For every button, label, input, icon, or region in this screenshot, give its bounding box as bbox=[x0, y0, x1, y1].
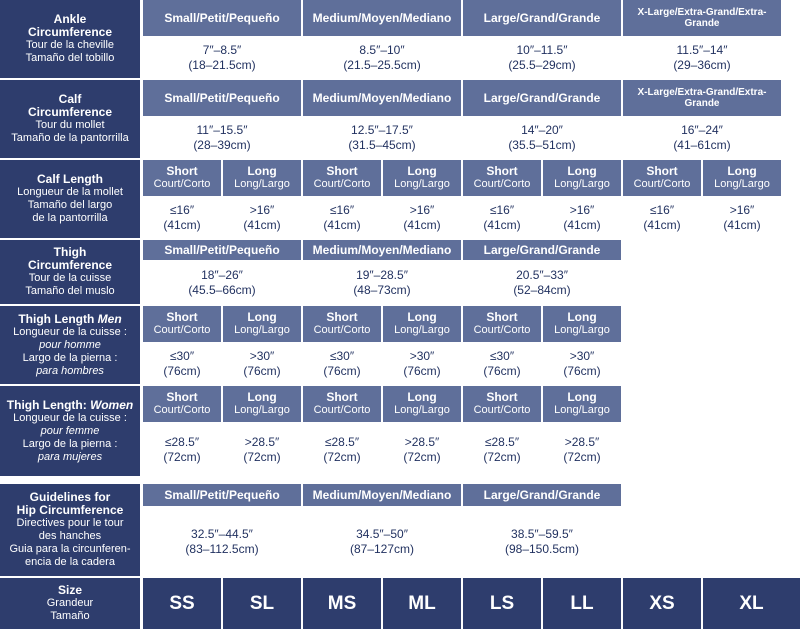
calf_len-value-6 bbox=[623, 198, 701, 238]
calf_len-value-5-text: (41cm) bbox=[563, 218, 601, 232]
thigh-length-men-label-who: Men bbox=[94, 311, 122, 326]
thigh_len_men-value-3 bbox=[383, 344, 461, 384]
calf_len-header-short-6-text: Short bbox=[646, 164, 678, 178]
calf_len-header-short-4 bbox=[463, 160, 541, 196]
thigh_len_women-value-3 bbox=[383, 424, 461, 476]
thigh_circ-value-small-text: 18″–26″ bbox=[201, 268, 243, 282]
thigh_circ-header-medium bbox=[303, 240, 461, 260]
calf_len-value-1-text: >16″ bbox=[249, 203, 275, 217]
thigh_circ-value-medium-text: (48–73cm) bbox=[353, 283, 411, 297]
thigh_len_women-header-short-0-text: Short bbox=[166, 390, 198, 404]
hip-header-medium-text: Medium/Moyen/Mediano bbox=[312, 487, 452, 502]
thigh-circumference-label-text: Circumference bbox=[27, 258, 113, 272]
size-code-0 bbox=[143, 578, 221, 629]
thigh_len_men-value-5 bbox=[543, 344, 621, 384]
thigh_len_men-header-short-4 bbox=[463, 306, 541, 342]
thigh_len_men-header-long-5-text: Long bbox=[567, 310, 597, 324]
size-label-text: Grandeur bbox=[46, 597, 94, 609]
calf_circ-value-large bbox=[463, 118, 621, 158]
ankle-value-large bbox=[463, 38, 621, 78]
thigh_len_men-value-2 bbox=[303, 344, 381, 384]
thigh_len_men-value-5-text: (76cm) bbox=[563, 364, 601, 378]
thigh_len_women-header-long-3-text: Long/Largo bbox=[394, 404, 450, 416]
size-code-2-text: MS bbox=[327, 592, 357, 614]
thigh-length-men-label-text: Longueur de la cuisse : bbox=[13, 325, 127, 338]
hip-header-small-text: Small/Petit/Pequeño bbox=[164, 487, 280, 502]
thigh_len_women-value-4 bbox=[463, 424, 541, 476]
thigh_len_men-header-long-3 bbox=[383, 306, 461, 342]
thigh_circ-value-large-text: 20.5″–33″ bbox=[516, 268, 568, 282]
size-code-7-text: XL bbox=[739, 592, 764, 614]
calf_circ-header-medium-text: Medium/Moyen/Mediano bbox=[312, 90, 452, 105]
thigh_len_men-value-1-text: >30″ bbox=[249, 349, 275, 363]
ankle-label-text: Circumference bbox=[27, 25, 113, 39]
calf-length-label-text: Tamaño del largo bbox=[27, 199, 113, 211]
thigh_len_men-header-short-0 bbox=[143, 306, 221, 342]
size-code-6-text: XS bbox=[649, 592, 675, 614]
thigh_len_women-value-4-text: ≤28.5″ bbox=[484, 435, 520, 449]
thigh_len_men-value-4-text: ≤30″ bbox=[489, 349, 515, 363]
calf_len-value-6-text: ≤16″ bbox=[649, 203, 675, 217]
calf_circ-header-xlarge-text: X-Large/Extra-Grand/Extra- bbox=[637, 87, 767, 98]
thigh-length-men-label-text: para hombres bbox=[36, 364, 104, 377]
ankle-header-small bbox=[143, 0, 301, 36]
ankle-value-medium-text: (21.5–25.5cm) bbox=[343, 58, 421, 72]
calf_len-header-long-1-text: Long/Largo bbox=[234, 178, 290, 190]
size-code-1-text: SL bbox=[249, 592, 275, 614]
ankle-header-xlarge-text: X-Large/Extra-Grand/Extra- bbox=[637, 7, 767, 18]
size-code-5-text: LL bbox=[570, 592, 594, 614]
hip-value-small-text: (83–112.5cm) bbox=[185, 542, 259, 556]
calf_len-value-2-text: ≤16″ bbox=[329, 203, 355, 217]
thigh_len_men-header-short-0-text: Short bbox=[166, 310, 198, 324]
calf_len-value-7-text: >16″ bbox=[729, 203, 755, 217]
calf_len-header-long-7 bbox=[703, 160, 781, 196]
calf_len-header-long-5-text: Long/Largo bbox=[554, 178, 610, 190]
thigh_len_women-header-short-4 bbox=[463, 386, 541, 422]
calf_len-value-1 bbox=[223, 198, 301, 238]
calf_len-header-long-3 bbox=[383, 160, 461, 196]
calf_len-header-short-2-text: Short bbox=[326, 164, 358, 178]
thigh_len_women-value-0 bbox=[143, 424, 221, 476]
calf_len-header-short-2 bbox=[303, 160, 381, 196]
thigh_circ-value-medium-text: 19″–28.5″ bbox=[356, 268, 408, 282]
calf_len-value-1-text: (41cm) bbox=[243, 218, 281, 232]
hip-header-small bbox=[143, 484, 301, 506]
calf_len-value-2-text: (41cm) bbox=[323, 218, 361, 232]
thigh-length-men-label bbox=[0, 306, 140, 384]
calf_circ-value-medium-text: 12.5″–17.5″ bbox=[351, 123, 413, 137]
calf-length-label-text: Longueur de la mollet bbox=[17, 186, 123, 198]
hip-guidelines-label-text: Guia para la circunferen- bbox=[9, 543, 131, 555]
thigh_len_women-header-short-4-text: Court/Corto bbox=[473, 404, 531, 416]
thigh_circ-header-small bbox=[143, 240, 301, 260]
size-label-text: Tamaño bbox=[50, 610, 90, 622]
calf-length-label-text: de la pantorrilla bbox=[32, 212, 108, 224]
thigh-length-women-label-text: para mujeres bbox=[37, 450, 103, 463]
ankle-header-small-text: Small/Petit/Pequeño bbox=[164, 10, 280, 25]
ankle-value-medium-text: 8.5″–10″ bbox=[359, 43, 405, 57]
hip-header-large bbox=[463, 484, 621, 506]
calf_len-header-long-7-text: Long bbox=[727, 164, 757, 178]
calf_len-header-long-5 bbox=[543, 160, 621, 196]
thigh_len_women-value-5-text: >28.5″ bbox=[564, 435, 600, 449]
ankle-header-medium bbox=[303, 0, 461, 36]
hip-guidelines-label-text: Guidelines for bbox=[29, 490, 111, 504]
ankle-value-xlarge-text: 11.5″–14″ bbox=[676, 43, 728, 57]
calf-length-label bbox=[0, 160, 140, 238]
size-code-1 bbox=[223, 578, 301, 629]
calf_len-header-short-4-text: Short bbox=[486, 164, 518, 178]
thigh_len_men-value-0 bbox=[143, 344, 221, 384]
thigh_len_men-header-long-3-text: Long bbox=[407, 310, 437, 324]
ankle-value-large-text: 10″–11.5″ bbox=[516, 43, 568, 57]
ankle-value-small bbox=[143, 38, 301, 78]
calf_len-header-short-0 bbox=[143, 160, 221, 196]
ankle-header-medium-text: Medium/Moyen/Mediano bbox=[312, 10, 452, 25]
thigh_len_men-value-2-text: ≤30″ bbox=[329, 349, 355, 363]
thigh-length-women-label-text: Largo de la pierna : bbox=[22, 437, 118, 450]
thigh-length-men-label-text: pour homme bbox=[39, 338, 101, 351]
ankle-label-text: Tamaño del tobillo bbox=[25, 52, 115, 64]
thigh-length-men-label-text: Largo de la pierna : bbox=[22, 351, 118, 364]
calf_circ-value-medium bbox=[303, 118, 461, 158]
size-code-4 bbox=[463, 578, 541, 629]
calf_circ-value-xlarge bbox=[623, 118, 781, 158]
thigh_len_men-header-long-1-text: Long/Largo bbox=[234, 324, 290, 336]
calf_len-header-short-6-text: Court/Corto bbox=[633, 178, 691, 190]
hip-guidelines-label-text: des hanches bbox=[38, 530, 102, 542]
thigh_len_men-value-4 bbox=[463, 344, 541, 384]
calf_len-header-long-3-text: Long bbox=[407, 164, 437, 178]
size-code-5 bbox=[543, 578, 621, 629]
calf_len-value-4-text: ≤16″ bbox=[489, 203, 515, 217]
calf_circ-header-xlarge-text: Grande bbox=[684, 98, 720, 109]
thigh_len_women-value-4-text: (72cm) bbox=[483, 450, 521, 464]
hip-value-small-text: 32.5″–44.5″ bbox=[191, 527, 253, 541]
thigh_len_women-header-long-3 bbox=[383, 386, 461, 422]
calf_len-value-4 bbox=[463, 198, 541, 238]
thigh_circ-header-medium-text: Medium/Moyen/Mediano bbox=[312, 242, 452, 257]
thigh_len_women-header-short-2-text: Court/Corto bbox=[313, 404, 371, 416]
calf_len-header-short-0-text: Court/Corto bbox=[153, 178, 211, 190]
thigh_len_women-header-short-2 bbox=[303, 386, 381, 422]
calf_len-value-3-text: >16″ bbox=[409, 203, 435, 217]
calf_len-value-3-text: (41cm) bbox=[403, 218, 441, 232]
calf_len-value-5 bbox=[543, 198, 621, 238]
ankle-label-text: Tour de la cheville bbox=[25, 39, 115, 51]
calf_len-value-7 bbox=[703, 198, 781, 238]
calf_len-value-7-text: (41cm) bbox=[723, 218, 761, 232]
thigh_len_women-value-3-text: >28.5″ bbox=[404, 435, 440, 449]
hip-value-medium bbox=[303, 508, 461, 576]
thigh_len_women-header-long-1 bbox=[223, 386, 301, 422]
calf_len-header-short-6 bbox=[623, 160, 701, 196]
calf-circumference-label bbox=[0, 80, 140, 158]
calf_len-value-6-text: (41cm) bbox=[643, 218, 681, 232]
ankle-value-small-text: 7″–8.5″ bbox=[202, 43, 242, 57]
thigh_circ-header-large bbox=[463, 240, 621, 260]
thigh_len_men-header-short-2-text: Court/Corto bbox=[313, 324, 371, 336]
thigh_circ-header-small-text: Small/Petit/Pequeño bbox=[164, 242, 280, 257]
hip-header-large-text: Large/Grand/Grande bbox=[483, 487, 601, 502]
ankle-header-xlarge-text: Grande bbox=[684, 18, 720, 29]
thigh_len_women-value-3-text: (72cm) bbox=[403, 450, 441, 464]
size-code-4-text: LS bbox=[489, 592, 515, 614]
calf_circ-value-large-text: 14″–20″ bbox=[521, 123, 563, 137]
calf_circ-value-medium-text: (31.5–45cm) bbox=[348, 138, 416, 152]
size-code-6 bbox=[623, 578, 701, 629]
thigh_len_women-header-long-5-text: Long bbox=[567, 390, 597, 404]
thigh_len_women-header-short-0 bbox=[143, 386, 221, 422]
calf_len-header-short-2-text: Court/Corto bbox=[313, 178, 371, 190]
calf_circ-value-small-text: 11″–15.5″ bbox=[196, 123, 248, 137]
calf-length-label-text: Calf Length bbox=[37, 172, 103, 186]
thigh-length-women-label-text: Thigh Length: bbox=[6, 397, 87, 412]
thigh_len_men-value-2-text: (76cm) bbox=[323, 364, 361, 378]
thigh_len_men-value-3-text: >30″ bbox=[409, 349, 435, 363]
size-label-text: Size bbox=[57, 583, 82, 597]
calf_circ-header-large bbox=[463, 80, 621, 116]
calf_len-header-long-1 bbox=[223, 160, 301, 196]
thigh_len_women-value-0-text: ≤28.5″ bbox=[164, 435, 200, 449]
calf_len-header-long-1-text: Long bbox=[247, 164, 277, 178]
calf-circumference-label-text: Tamaño de la pantorrilla bbox=[11, 132, 129, 144]
calf_len-value-0 bbox=[143, 198, 221, 238]
ankle-value-xlarge bbox=[623, 38, 781, 78]
thigh_circ-header-large-text: Large/Grand/Grande bbox=[483, 242, 601, 257]
hip-value-large-text: 38.5″–59.5″ bbox=[511, 527, 573, 541]
thigh_len_women-value-1-text: >28.5″ bbox=[244, 435, 280, 449]
thigh_len_men-value-0-text: (76cm) bbox=[163, 364, 201, 378]
thigh_circ-value-large-text: (52–84cm) bbox=[513, 283, 571, 297]
thigh-length-women-label-text: Longueur de la cuisse : bbox=[13, 411, 127, 424]
thigh_len_women-header-short-0-text: Court/Corto bbox=[153, 404, 211, 416]
hip-value-medium-text: 34.5″–50″ bbox=[356, 527, 408, 541]
thigh_len_men-value-1 bbox=[223, 344, 301, 384]
calf_len-header-long-7-text: Long/Largo bbox=[714, 178, 770, 190]
calf_circ-value-small-text: (28–39cm) bbox=[193, 138, 251, 152]
thigh_len_women-value-1 bbox=[223, 424, 301, 476]
hip-guidelines-label bbox=[0, 484, 140, 576]
calf_circ-value-small bbox=[143, 118, 301, 158]
calf_circ-header-large-text: Large/Grand/Grande bbox=[483, 90, 601, 105]
thigh_circ-value-large bbox=[463, 262, 621, 304]
size-code-3-text: ML bbox=[408, 592, 436, 614]
calf_len-value-0-text: ≤16″ bbox=[169, 203, 195, 217]
hip-value-large bbox=[463, 508, 621, 576]
ankle-header-large bbox=[463, 0, 621, 36]
size-code-3 bbox=[383, 578, 461, 629]
thigh_len_men-header-short-4-text: Short bbox=[486, 310, 518, 324]
calf_circ-value-xlarge-text: (41–61cm) bbox=[673, 138, 731, 152]
thigh_len_women-header-short-4-text: Short bbox=[486, 390, 518, 404]
thigh_len_women-value-2-text: (72cm) bbox=[323, 450, 361, 464]
thigh_len_women-header-long-5 bbox=[543, 386, 621, 422]
thigh_circ-value-medium bbox=[303, 262, 461, 304]
thigh_len_men-value-5-text: >30″ bbox=[569, 349, 595, 363]
thigh_len_women-header-long-5-text: Long/Largo bbox=[554, 404, 610, 416]
thigh-circumference-label bbox=[0, 240, 140, 304]
hip-guidelines-label-text: Directives pour le tour bbox=[16, 517, 124, 529]
calf_len-value-3 bbox=[383, 198, 461, 238]
calf_len-value-0-text: (41cm) bbox=[163, 218, 201, 232]
hip-guidelines-label-text: encia de la cadera bbox=[25, 556, 115, 568]
thigh_len_women-header-long-1-text: Long/Largo bbox=[234, 404, 290, 416]
calf_len-header-long-5-text: Long bbox=[567, 164, 597, 178]
thigh_len_women-value-5-text: (72cm) bbox=[563, 450, 601, 464]
calf-circumference-label-text: Tour du mollet bbox=[35, 119, 105, 131]
thigh_len_men-value-1-text: (76cm) bbox=[243, 364, 281, 378]
hip-guidelines-label-text: Hip Circumference bbox=[16, 503, 124, 517]
thigh_len_men-header-long-5 bbox=[543, 306, 621, 342]
calf_len-value-4-text: (41cm) bbox=[483, 218, 521, 232]
thigh_len_men-header-short-0-text: Court/Corto bbox=[153, 324, 211, 336]
size-code-7 bbox=[703, 578, 800, 629]
thigh_len_men-value-4-text: (76cm) bbox=[483, 364, 521, 378]
calf_len-header-short-4-text: Court/Corto bbox=[473, 178, 531, 190]
calf-circumference-label-text: Calf bbox=[58, 92, 82, 106]
thigh-circumference-label-text: Tamaño del muslo bbox=[25, 285, 115, 297]
thigh_len_women-header-short-2-text: Short bbox=[326, 390, 358, 404]
hip-header-medium bbox=[303, 484, 461, 506]
calf_circ-header-small-text: Small/Petit/Pequeño bbox=[164, 90, 280, 105]
thigh_len_men-header-short-2-text: Short bbox=[326, 310, 358, 324]
size-code-2 bbox=[303, 578, 381, 629]
thigh_len_men-header-short-2 bbox=[303, 306, 381, 342]
size-label bbox=[0, 578, 140, 629]
thigh_len_women-header-long-3-text: Long bbox=[407, 390, 437, 404]
thigh-length-women-label-text: pour femme bbox=[40, 424, 100, 437]
thigh_len_men-header-long-5-text: Long/Largo bbox=[554, 324, 610, 336]
calf_circ-header-small bbox=[143, 80, 301, 116]
thigh-circumference-label-text: Tour de la cuisse bbox=[28, 272, 112, 284]
ankle-value-large-text: (25.5–29cm) bbox=[508, 58, 576, 72]
ankle-value-small-text: (18–21.5cm) bbox=[188, 58, 256, 72]
thigh_len_women-value-2-text: ≤28.5″ bbox=[324, 435, 360, 449]
thigh-length-men-label-text: Thigh Length bbox=[18, 311, 95, 326]
ankle-label bbox=[0, 0, 140, 78]
ankle-header-large-text: Large/Grand/Grande bbox=[483, 10, 601, 25]
thigh_len_men-value-3-text: (76cm) bbox=[403, 364, 441, 378]
thigh_len_men-value-0-text: ≤30″ bbox=[169, 349, 195, 363]
thigh-length-women-label bbox=[0, 386, 140, 476]
ankle-value-medium bbox=[303, 38, 461, 78]
ankle-header-xlarge bbox=[623, 0, 781, 36]
thigh_len_women-value-0-text: (72cm) bbox=[163, 450, 201, 464]
hip-value-small bbox=[143, 508, 301, 576]
thigh_circ-value-small-text: (45.5–66cm) bbox=[188, 283, 256, 297]
calf_len-header-long-3-text: Long/Largo bbox=[394, 178, 450, 190]
calf_len-value-2 bbox=[303, 198, 381, 238]
calf_len-value-5-text: >16″ bbox=[569, 203, 595, 217]
thigh_len_men-header-long-1-text: Long bbox=[247, 310, 277, 324]
calf_circ-header-xlarge bbox=[623, 80, 781, 116]
thigh_len_men-header-long-1 bbox=[223, 306, 301, 342]
thigh_len_men-header-long-3-text: Long/Largo bbox=[394, 324, 450, 336]
thigh_len_women-value-1-text: (72cm) bbox=[243, 450, 281, 464]
hip-value-medium-text: (87–127cm) bbox=[349, 542, 415, 556]
thigh_len_women-header-long-1-text: Long bbox=[247, 390, 277, 404]
thigh_len_women-value-2 bbox=[303, 424, 381, 476]
size-code-0-text: SS bbox=[169, 592, 195, 614]
ankle-label-text: Ankle bbox=[53, 12, 87, 26]
calf_len-header-short-0-text: Short bbox=[166, 164, 198, 178]
thigh_circ-value-small bbox=[143, 262, 301, 304]
thigh_len_men-header-short-4-text: Court/Corto bbox=[473, 324, 531, 336]
calf_circ-value-xlarge-text: 16″–24″ bbox=[681, 123, 723, 137]
calf-circumference-label-text: Circumference bbox=[27, 105, 113, 119]
calf_circ-header-medium bbox=[303, 80, 461, 116]
calf_circ-value-large-text: (35.5–51cm) bbox=[508, 138, 576, 152]
thigh-circumference-label-text: Thigh bbox=[53, 245, 87, 259]
ankle-value-xlarge-text: (29–36cm) bbox=[673, 58, 731, 72]
thigh-length-women-label-who: Women bbox=[86, 397, 134, 412]
hip-value-large-text: (98–150.5cm) bbox=[504, 542, 580, 556]
thigh_len_women-value-5 bbox=[543, 424, 621, 476]
